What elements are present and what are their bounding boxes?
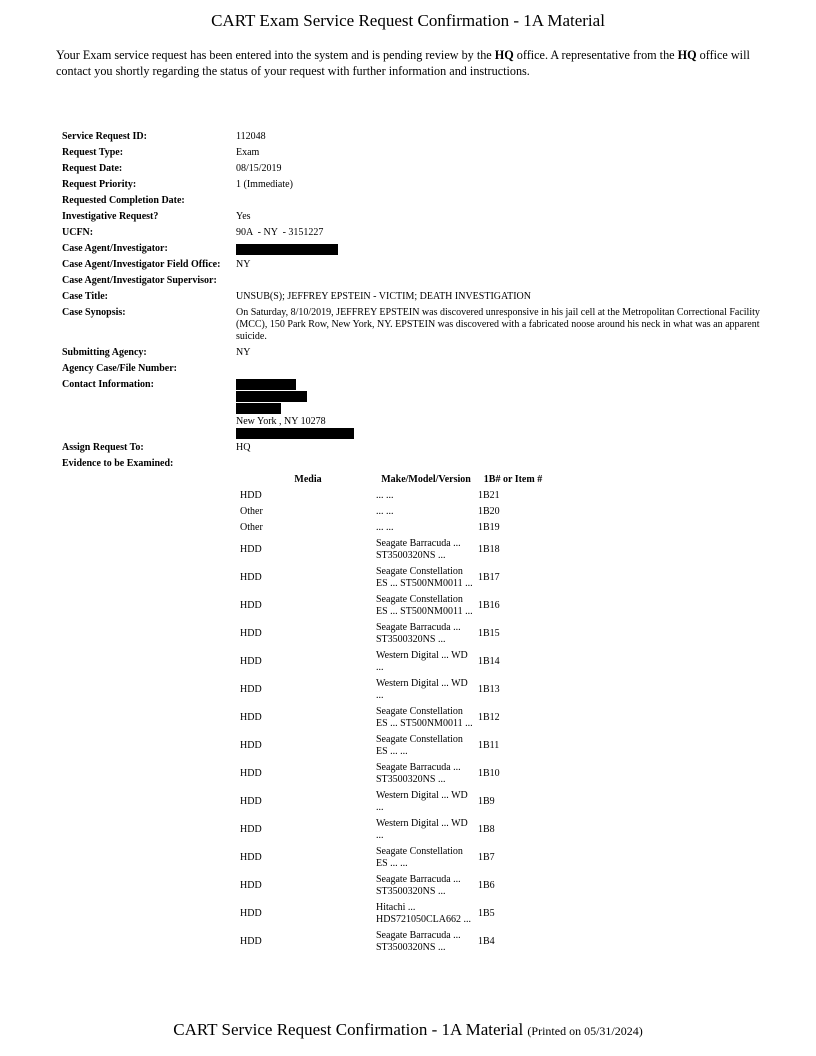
item-cell: 1B13 xyxy=(478,684,500,695)
make-cell: ... ... xyxy=(376,506,394,517)
media-cell: HDD xyxy=(240,628,262,639)
field-value: NY xyxy=(236,259,251,270)
item-cell: 1B20 xyxy=(478,506,500,517)
make-cell: Seagate Constellation ES ... ST500NM0011 ... xyxy=(376,706,473,729)
column-header-item: 1B# or Item # xyxy=(483,474,543,485)
contact-city-line: New York , NY 10278 xyxy=(236,416,326,427)
media-cell: Other xyxy=(240,522,263,533)
field-assign-request-to xyxy=(62,440,762,456)
field-label: Case Title: xyxy=(62,291,109,302)
field-label: Assign Request To: xyxy=(62,442,144,453)
field-label: Agency Case/File Number: xyxy=(62,363,177,374)
table-row xyxy=(236,648,548,676)
evidence-table xyxy=(236,473,548,956)
field-agency-case-file-number xyxy=(62,361,762,377)
table-row xyxy=(236,732,548,760)
item-cell: 1B11 xyxy=(478,740,500,751)
field-request-priority xyxy=(62,177,762,193)
media-cell: HDD xyxy=(240,544,262,555)
intro-hq-1: HQ xyxy=(494,48,514,62)
field-label: Investigative Request? xyxy=(62,211,159,222)
redaction-bar xyxy=(236,391,307,402)
field-label: Requested Completion Date: xyxy=(62,195,185,206)
make-cell: Western Digital ... WD ... xyxy=(376,678,468,701)
item-cell: 1B8 xyxy=(478,824,495,835)
item-cell: 1B17 xyxy=(478,572,500,583)
make-cell: Seagate Barracuda ... ST3500320NS ... xyxy=(376,874,461,897)
item-cell: 1B12 xyxy=(478,712,500,723)
field-value: 90A - NY - 3151227 xyxy=(236,227,324,238)
field-case-agent xyxy=(62,241,762,257)
media-cell: HDD xyxy=(240,796,262,807)
item-cell: 1B7 xyxy=(478,852,495,863)
table-row xyxy=(236,592,548,620)
table-row xyxy=(236,564,548,592)
column-header-make: Make/Model/Version xyxy=(381,474,471,485)
field-label: UCFN: xyxy=(62,227,94,238)
field-ucfn xyxy=(62,225,762,241)
intro-text-3: office will contact you shortly regarding the status of your request with further information and instructions. xyxy=(56,48,750,78)
field-label: Contact Information: xyxy=(62,379,154,390)
make-cell: Western Digital ... WD ... xyxy=(376,818,468,841)
field-value: HQ xyxy=(236,442,251,453)
footer-title: CART Service Request Confirmation - 1A Material xyxy=(173,1020,524,1039)
make-cell: Seagate Constellation ES ... ST500NM0011 ... xyxy=(376,566,473,589)
field-value: 112048 xyxy=(236,131,266,142)
item-cell: 1B9 xyxy=(478,796,495,807)
field-value xyxy=(236,361,762,377)
field-case-agent-field-office xyxy=(62,257,762,273)
media-cell: HDD xyxy=(240,740,262,751)
item-cell: 1B4 xyxy=(478,936,495,947)
make-cell: Seagate Constellation ES ... ... xyxy=(376,734,463,757)
media-cell: HDD xyxy=(240,600,262,611)
field-label: Case Agent/Investigator Supervisor: xyxy=(62,275,217,286)
media-cell: HDD xyxy=(240,768,262,779)
field-request-type xyxy=(62,145,762,161)
item-cell: 1B18 xyxy=(478,544,500,555)
make-cell: Seagate Barracuda ... ST3500320NS ... xyxy=(376,762,461,785)
field-value: 08/15/2019 xyxy=(236,163,282,174)
field-case-synopsis xyxy=(62,305,762,345)
field-value xyxy=(236,456,762,472)
field-label: Service Request ID: xyxy=(62,131,147,142)
field-value: NY xyxy=(236,347,251,358)
make-cell: Seagate Barracuda ... ST3500320NS ... xyxy=(376,622,461,645)
media-cell: HDD xyxy=(240,656,262,667)
field-label: Case Agent/Investigator Field Office: xyxy=(62,259,221,270)
media-cell: HDD xyxy=(240,490,262,501)
item-cell: 1B10 xyxy=(478,768,500,779)
make-cell: Seagate Constellation ES ... ST500NM0011 ... xyxy=(376,594,473,617)
request-details xyxy=(62,129,762,472)
table-row xyxy=(236,620,548,648)
field-service-request-id xyxy=(62,129,762,145)
item-cell: 1B14 xyxy=(478,656,500,667)
field-contact-information xyxy=(62,377,762,440)
media-cell: HDD xyxy=(240,852,262,863)
table-row xyxy=(236,844,548,872)
field-label: Case Synopsis: xyxy=(62,307,126,318)
table-row xyxy=(236,504,548,520)
item-cell: 1B21 xyxy=(478,490,500,501)
field-requested-completion-date xyxy=(62,193,762,209)
table-row xyxy=(236,760,548,788)
field-evidence-to-be-examined xyxy=(62,456,762,472)
field-value xyxy=(236,241,762,257)
make-cell: Hitachi ... HDS721050CLA662 ... xyxy=(376,902,472,925)
media-cell: HDD xyxy=(240,824,262,835)
table-row xyxy=(236,704,548,732)
make-cell: Western Digital ... WD ... xyxy=(376,650,468,673)
table-row xyxy=(236,816,548,844)
field-label: Request Priority: xyxy=(62,179,137,190)
make-cell: Western Digital ... WD ... xyxy=(376,790,468,813)
field-request-date xyxy=(62,161,762,177)
make-cell: ... ... xyxy=(376,522,394,533)
make-cell: Seagate Barracuda ... ST3500320NS ... xyxy=(376,930,461,953)
field-value: On Saturday, 8/10/2019, JEFFREY EPSTEIN was discovered unresponsive in his jail cell at the Metropolitan Correctional Facility (MCC), 150 Park Row, New York, NY. EPSTEIN was discovered with a fabricated noose around his neck in what was an apparent suicide. xyxy=(236,307,760,342)
field-label: Request Date: xyxy=(62,163,123,174)
table-row xyxy=(236,536,548,564)
table-row xyxy=(236,900,548,928)
media-cell: HDD xyxy=(240,572,262,583)
page-title: CART Exam Service Request Confirmation - 1A Material xyxy=(211,11,605,30)
intro-text-2: office. A representative from the xyxy=(513,48,678,62)
table-row xyxy=(236,676,548,704)
redaction-bar xyxy=(236,379,296,390)
redaction-bar xyxy=(236,428,354,439)
media-cell: HDD xyxy=(240,880,262,891)
field-case-title xyxy=(62,289,762,305)
page-footer xyxy=(0,1020,816,1040)
field-label: Submitting Agency: xyxy=(62,347,147,358)
make-cell: Seagate Barracuda ... ST3500320NS ... xyxy=(376,538,461,561)
item-cell: 1B15 xyxy=(478,628,500,639)
redaction-bar xyxy=(236,244,338,255)
table-row xyxy=(236,872,548,900)
item-cell: 1B19 xyxy=(478,522,500,533)
table-row xyxy=(236,488,548,504)
field-submitting-agency xyxy=(62,345,762,361)
field-value: 1 (Immediate) xyxy=(236,179,293,190)
item-cell: 1B16 xyxy=(478,600,500,611)
redaction-bar xyxy=(236,403,281,414)
field-value xyxy=(236,193,762,209)
field-value xyxy=(236,273,762,289)
media-cell: HDD xyxy=(240,936,262,947)
make-cell: ... ... xyxy=(376,490,394,501)
field-investigative-request xyxy=(62,209,762,225)
intro-text-1: Your Exam service request has been entered into the system and is pending review by the xyxy=(56,48,495,62)
field-value: UNSUB(S); JEFFREY EPSTEIN - VICTIM; DEATH INVESTIGATION xyxy=(236,291,531,302)
field-label: Request Type: xyxy=(62,147,124,158)
media-cell: Other xyxy=(240,506,263,517)
field-case-agent-supervisor xyxy=(62,273,762,289)
make-cell: Seagate Constellation ES ... ... xyxy=(376,846,463,869)
column-header-media: Media xyxy=(294,474,322,485)
intro-hq-2: HQ xyxy=(677,48,697,62)
field-label: Case Agent/Investigator: xyxy=(62,243,168,254)
item-cell: 1B6 xyxy=(478,880,495,891)
evidence-table-body xyxy=(236,488,548,956)
intro-paragraph xyxy=(56,48,756,79)
field-label: Evidence to be Examined: xyxy=(62,458,174,469)
media-cell: HDD xyxy=(240,712,262,723)
field-value xyxy=(236,377,762,440)
media-cell: HDD xyxy=(240,908,262,919)
footer-printed-date: (Printed on 05/31/2024) xyxy=(527,1024,643,1038)
table-row xyxy=(236,520,548,536)
table-row xyxy=(236,928,548,956)
table-row xyxy=(236,788,548,816)
field-value: Exam xyxy=(236,147,260,158)
item-cell: 1B5 xyxy=(478,908,495,919)
evidence-table-header xyxy=(236,473,548,488)
field-value: Yes xyxy=(236,211,251,222)
media-cell: HDD xyxy=(240,684,262,695)
